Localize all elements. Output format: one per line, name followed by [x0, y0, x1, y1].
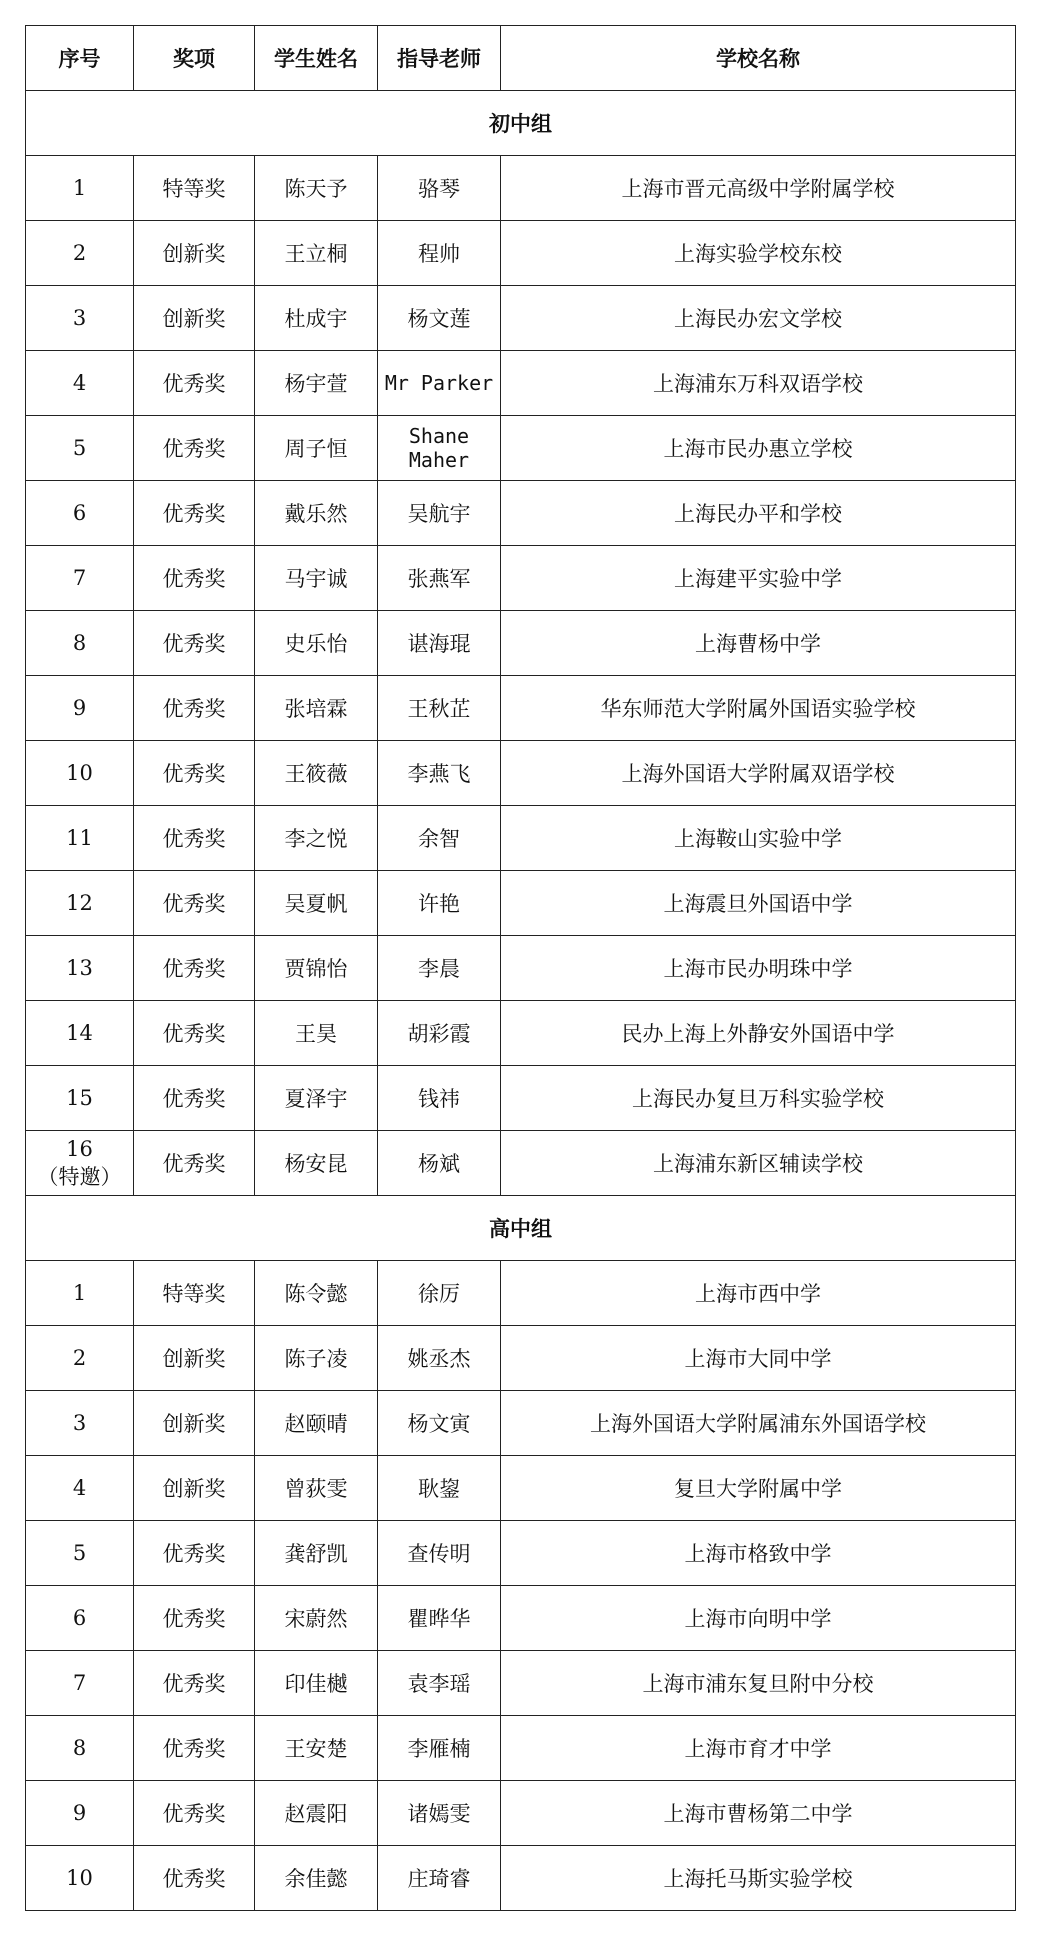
cell-student: 王昊 — [255, 1001, 378, 1066]
cell-student: 吴夏帆 — [255, 871, 378, 936]
cell-award: 优秀奖 — [134, 1066, 255, 1131]
group-header-row — [26, 91, 1016, 156]
cell-school: 上海市育才中学 — [501, 1716, 1016, 1781]
cell-index: 7 — [26, 1651, 134, 1716]
cell-award: 优秀奖 — [134, 546, 255, 611]
cell-student: 余佳懿 — [255, 1846, 378, 1911]
cell-school: 上海市大同中学 — [501, 1326, 1016, 1391]
table-row — [26, 1391, 1016, 1456]
table-row — [26, 1521, 1016, 1586]
cell-school: 上海民办复旦万科实验学校 — [501, 1066, 1016, 1131]
cell-school: 上海浦东万科双语学校 — [501, 351, 1016, 416]
cell-teacher: Mr Parker — [378, 351, 501, 416]
cell-teacher: 杨文莲 — [378, 286, 501, 351]
cell-teacher: 程帅 — [378, 221, 501, 286]
awards-table — [25, 25, 1016, 1911]
cell-student: 贾锦怡 — [255, 936, 378, 1001]
cell-award: 优秀奖 — [134, 611, 255, 676]
cell-award: 创新奖 — [134, 221, 255, 286]
cell-award: 特等奖 — [134, 1261, 255, 1326]
cell-school: 上海市格致中学 — [501, 1521, 1016, 1586]
cell-school: 上海浦东新区辅读学校 — [501, 1131, 1016, 1196]
cell-award: 优秀奖 — [134, 1781, 255, 1846]
cell-student: 张培霖 — [255, 676, 378, 741]
cell-teacher: 李燕飞 — [378, 741, 501, 806]
cell-index: 3 — [26, 286, 134, 351]
group-header-row — [26, 1196, 1016, 1261]
cell-index: 5 — [26, 1521, 134, 1586]
table-row — [26, 1716, 1016, 1781]
cell-teacher: 张燕军 — [378, 546, 501, 611]
cell-index: 8 — [26, 1716, 134, 1781]
cell-index: 6 — [26, 481, 134, 546]
cell-school: 上海外国语大学附属双语学校 — [501, 741, 1016, 806]
cell-student: 夏泽宇 — [255, 1066, 378, 1131]
cell-student: 戴乐然 — [255, 481, 378, 546]
cell-school: 上海市浦东复旦附中分校 — [501, 1651, 1016, 1716]
cell-index: 2 — [26, 1326, 134, 1391]
table-row — [26, 1586, 1016, 1651]
table-row — [26, 1456, 1016, 1521]
cell-index: 3 — [26, 1391, 134, 1456]
cell-index: 8 — [26, 611, 134, 676]
cell-award: 优秀奖 — [134, 1651, 255, 1716]
cell-student: 王安楚 — [255, 1716, 378, 1781]
table-row — [26, 1261, 1016, 1326]
cell-school: 上海曹杨中学 — [501, 611, 1016, 676]
cell-student: 陈令懿 — [255, 1261, 378, 1326]
cell-student: 杜成宇 — [255, 286, 378, 351]
cell-teacher: 徐厉 — [378, 1261, 501, 1326]
cell-school: 上海建平实验中学 — [501, 546, 1016, 611]
cell-school: 上海市晋元高级中学附属学校 — [501, 156, 1016, 221]
table-row — [26, 1001, 1016, 1066]
table-row — [26, 481, 1016, 546]
cell-student: 陈天予 — [255, 156, 378, 221]
cell-award: 优秀奖 — [134, 351, 255, 416]
cell-student: 周子恒 — [255, 416, 378, 481]
cell-award: 优秀奖 — [134, 806, 255, 871]
cell-student: 曾荻雯 — [255, 1456, 378, 1521]
cell-teacher: 诸嫣雯 — [378, 1781, 501, 1846]
cell-school: 上海外国语大学附属浦东外国语学校 — [501, 1391, 1016, 1456]
header-teacher: 指导老师 — [378, 26, 501, 91]
cell-teacher: 庄琦睿 — [378, 1846, 501, 1911]
cell-student: 马宇诚 — [255, 546, 378, 611]
cell-index: 1 — [26, 1261, 134, 1326]
cell-student: 史乐怡 — [255, 611, 378, 676]
table-row — [26, 1781, 1016, 1846]
table-row — [26, 741, 1016, 806]
table-row — [26, 936, 1016, 1001]
table-row — [26, 286, 1016, 351]
cell-student: 赵震阳 — [255, 1781, 378, 1846]
cell-index — [26, 1131, 134, 1196]
cell-teacher: 耿鋆 — [378, 1456, 501, 1521]
cell-index: 10 — [26, 741, 134, 806]
table-row — [26, 806, 1016, 871]
cell-teacher: 许艳 — [378, 871, 501, 936]
cell-teacher: 姚丞杰 — [378, 1326, 501, 1391]
cell-award: 优秀奖 — [134, 741, 255, 806]
cell-index: 13 — [26, 936, 134, 1001]
cell-school: 上海民办平和学校 — [501, 481, 1016, 546]
cell-teacher: 查传明 — [378, 1521, 501, 1586]
cell-teacher: 余智 — [378, 806, 501, 871]
cell-school: 上海托马斯实验学校 — [501, 1846, 1016, 1911]
cell-teacher: 胡彩霞 — [378, 1001, 501, 1066]
group-title: 初中组 — [26, 91, 1016, 156]
cell-school: 上海实验学校东校 — [501, 221, 1016, 286]
cell-award: 优秀奖 — [134, 416, 255, 481]
cell-student: 龚舒凯 — [255, 1521, 378, 1586]
table-row — [26, 546, 1016, 611]
cell-teacher: 王秋芷 — [378, 676, 501, 741]
cell-award: 优秀奖 — [134, 1846, 255, 1911]
cell-index: 9 — [26, 1781, 134, 1846]
table-row — [26, 1066, 1016, 1131]
cell-student: 李之悦 — [255, 806, 378, 871]
header-index: 序号 — [26, 26, 134, 91]
cell-index: 11 — [26, 806, 134, 871]
cell-index: 15 — [26, 1066, 134, 1131]
cell-teacher: Shane Maher — [378, 416, 501, 481]
cell-school: 上海市民办明珠中学 — [501, 936, 1016, 1001]
cell-school: 复旦大学附属中学 — [501, 1456, 1016, 1521]
cell-award: 优秀奖 — [134, 1521, 255, 1586]
cell-index: 12 — [26, 871, 134, 936]
cell-teacher: 李雁楠 — [378, 1716, 501, 1781]
cell-school: 上海市西中学 — [501, 1261, 1016, 1326]
cell-award: 优秀奖 — [134, 676, 255, 741]
cell-index: 6 — [26, 1586, 134, 1651]
cell-index: 1 — [26, 156, 134, 221]
table-row — [26, 221, 1016, 286]
cell-award: 优秀奖 — [134, 1001, 255, 1066]
cell-award: 优秀奖 — [134, 1586, 255, 1651]
cell-teacher: 钱祎 — [378, 1066, 501, 1131]
cell-index: 7 — [26, 546, 134, 611]
cell-student: 王筱薇 — [255, 741, 378, 806]
cell-award: 优秀奖 — [134, 936, 255, 1001]
cell-student: 王立桐 — [255, 221, 378, 286]
table-row — [26, 1846, 1016, 1911]
cell-award: 优秀奖 — [134, 871, 255, 936]
cell-index: 9 — [26, 676, 134, 741]
cell-teacher: 吴航宇 — [378, 481, 501, 546]
cell-school: 上海市向明中学 — [501, 1586, 1016, 1651]
cell-student: 杨安昆 — [255, 1131, 378, 1196]
cell-school: 上海市民办惠立学校 — [501, 416, 1016, 481]
cell-award: 特等奖 — [134, 156, 255, 221]
header-student: 学生姓名 — [255, 26, 378, 91]
table-row — [26, 611, 1016, 676]
index-number: 16 — [66, 1137, 93, 1161]
table-row — [26, 1326, 1016, 1391]
cell-school: 上海民办宏文学校 — [501, 286, 1016, 351]
cell-award: 创新奖 — [134, 1391, 255, 1456]
table-body — [26, 91, 1016, 1911]
group-title: 高中组 — [26, 1196, 1016, 1261]
cell-index: 14 — [26, 1001, 134, 1066]
table-row — [26, 1651, 1016, 1716]
cell-award: 优秀奖 — [134, 1131, 255, 1196]
cell-award: 创新奖 — [134, 1456, 255, 1521]
cell-teacher: 杨斌 — [378, 1131, 501, 1196]
cell-teacher: 李晨 — [378, 936, 501, 1001]
cell-school: 华东师范大学附属外国语实验学校 — [501, 676, 1016, 741]
header-award: 奖项 — [134, 26, 255, 91]
cell-award: 创新奖 — [134, 286, 255, 351]
cell-award: 创新奖 — [134, 1326, 255, 1391]
cell-school: 上海震旦外国语中学 — [501, 871, 1016, 936]
cell-student: 宋蔚然 — [255, 1586, 378, 1651]
cell-teacher: 袁李瑶 — [378, 1651, 501, 1716]
cell-index: 5 — [26, 416, 134, 481]
cell-index: 4 — [26, 351, 134, 416]
cell-student: 陈子凌 — [255, 1326, 378, 1391]
table-row — [26, 351, 1016, 416]
table-row — [26, 416, 1016, 481]
index-note: （特邀） — [37, 1165, 122, 1189]
cell-award: 优秀奖 — [134, 481, 255, 546]
cell-student: 赵颐晴 — [255, 1391, 378, 1456]
cell-index: 2 — [26, 221, 134, 286]
cell-school: 上海鞍山实验中学 — [501, 806, 1016, 871]
cell-teacher: 瞿晔华 — [378, 1586, 501, 1651]
table-row — [26, 871, 1016, 936]
header-row — [26, 26, 1016, 91]
header-school: 学校名称 — [501, 26, 1016, 91]
cell-teacher: 杨文寅 — [378, 1391, 501, 1456]
cell-index: 4 — [26, 1456, 134, 1521]
cell-teacher: 谌海琨 — [378, 611, 501, 676]
table-row — [26, 156, 1016, 221]
cell-index: 10 — [26, 1846, 134, 1911]
table-row — [26, 676, 1016, 741]
cell-teacher: 骆琴 — [378, 156, 501, 221]
cell-school: 上海市曹杨第二中学 — [501, 1781, 1016, 1846]
cell-award: 优秀奖 — [134, 1716, 255, 1781]
cell-school: 民办上海上外静安外国语中学 — [501, 1001, 1016, 1066]
cell-student: 印佳樾 — [255, 1651, 378, 1716]
cell-student: 杨宇萱 — [255, 351, 378, 416]
table-row — [26, 1131, 1016, 1196]
